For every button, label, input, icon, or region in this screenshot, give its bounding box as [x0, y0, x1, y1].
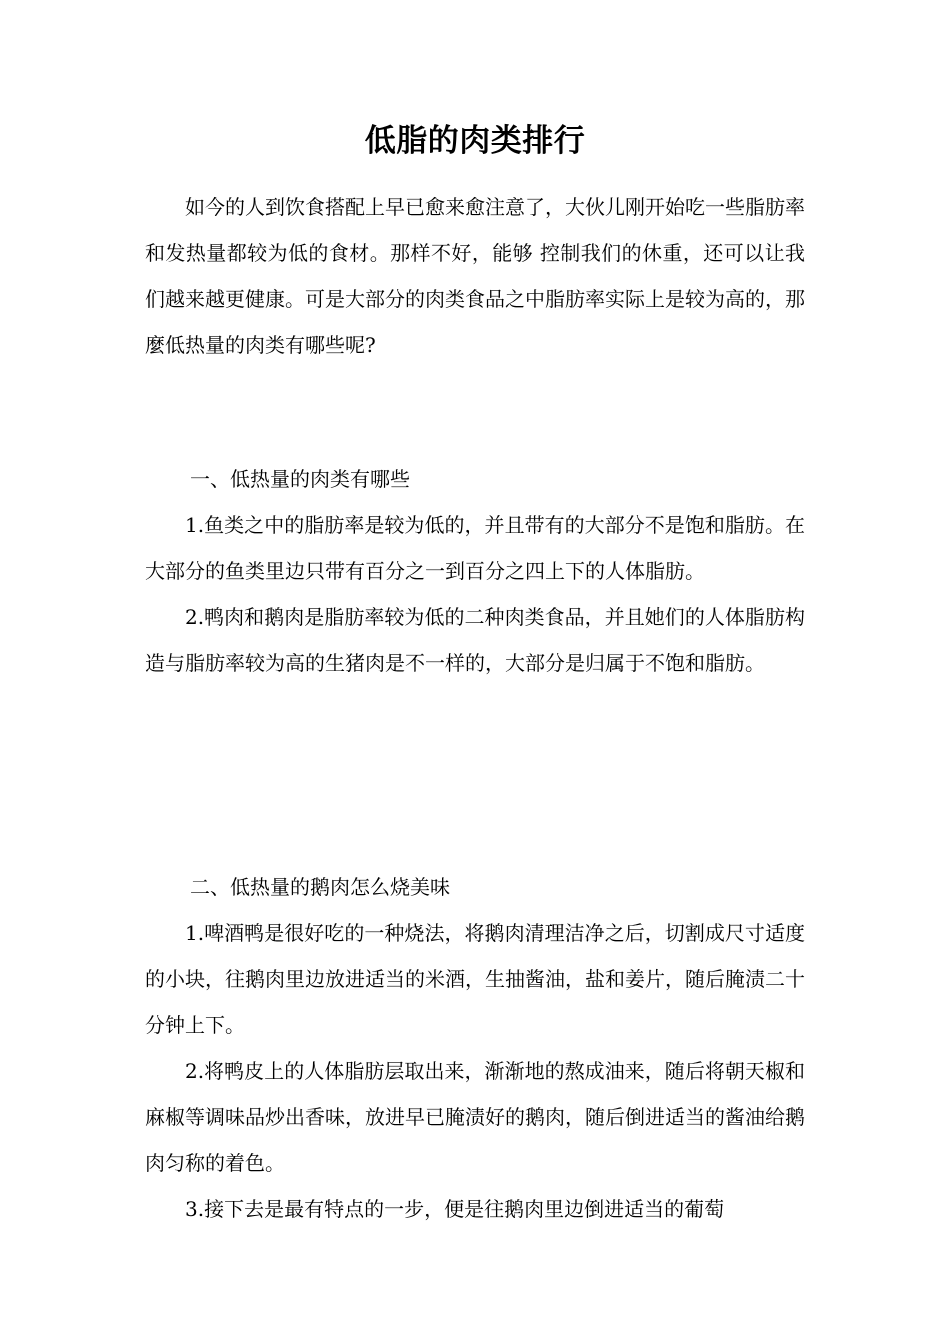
- section-heading-2: 二、低热量的鹅肉怎么烧美味: [190, 875, 450, 899]
- section-1-paragraph-2: 2.鸭肉和鹅肉是脂肪率较为低的二种肉类食品，并且她们的人体脂肪构造与脂肪率较为高的生猪肉是不一样的，大部分是归属于不饱和脂肪。: [145, 605, 805, 675]
- document-title: 低脂的肉类排行: [364, 123, 586, 159]
- section-1-paragraph-1: 1.鱼类之中的脂肪率是较为低的，并且带有的大部分不是饱和脂肪。在大部分的鱼类里边只带有百分之一到百分之四上下的人体脂肪。: [145, 513, 805, 583]
- section-2-paragraph-2: 2.将鸭皮上的人体脂肪层取出来，渐渐地的熬成油来，随后将朝天椒和麻椒等调味品炒出香味，放进早已腌渍好的鹅肉，随后倒进适当的酱油给鹅肉匀称的着色。: [145, 1059, 805, 1175]
- section-2-paragraph-3: 3.接下去是最有特点的一步，便是往鹅肉里边倒进适当的葡萄: [185, 1197, 725, 1221]
- section-2-body: [145, 910, 805, 1232]
- section-2-paragraph-1: 1.啤酒鸭是很好吃的一种烧法，将鹅肉清理洁净之后，切割成尺寸适度的小块，往鹅肉里边放进适当的米酒，生抽酱油，盐和姜片，随后腌渍二十分钟上下。: [145, 921, 805, 1037]
- intro-paragraph: 如今的人到饮食搭配上早已愈来愈注意了，大伙儿刚开始吃一些脂肪率和发热量都较为低的食材。那样不好，能够 控制我们的休重，还可以让我们越来越更健康。可是大部分的肉类食品之中脂肪率实际上是较为高的，那麼低热量的肉类有哪些呢?: [145, 195, 805, 357]
- section-heading-1: 一、低热量的肉类有哪些: [190, 467, 410, 491]
- intro-paragraph-block: [145, 184, 805, 368]
- section-1-body: [145, 502, 805, 686]
